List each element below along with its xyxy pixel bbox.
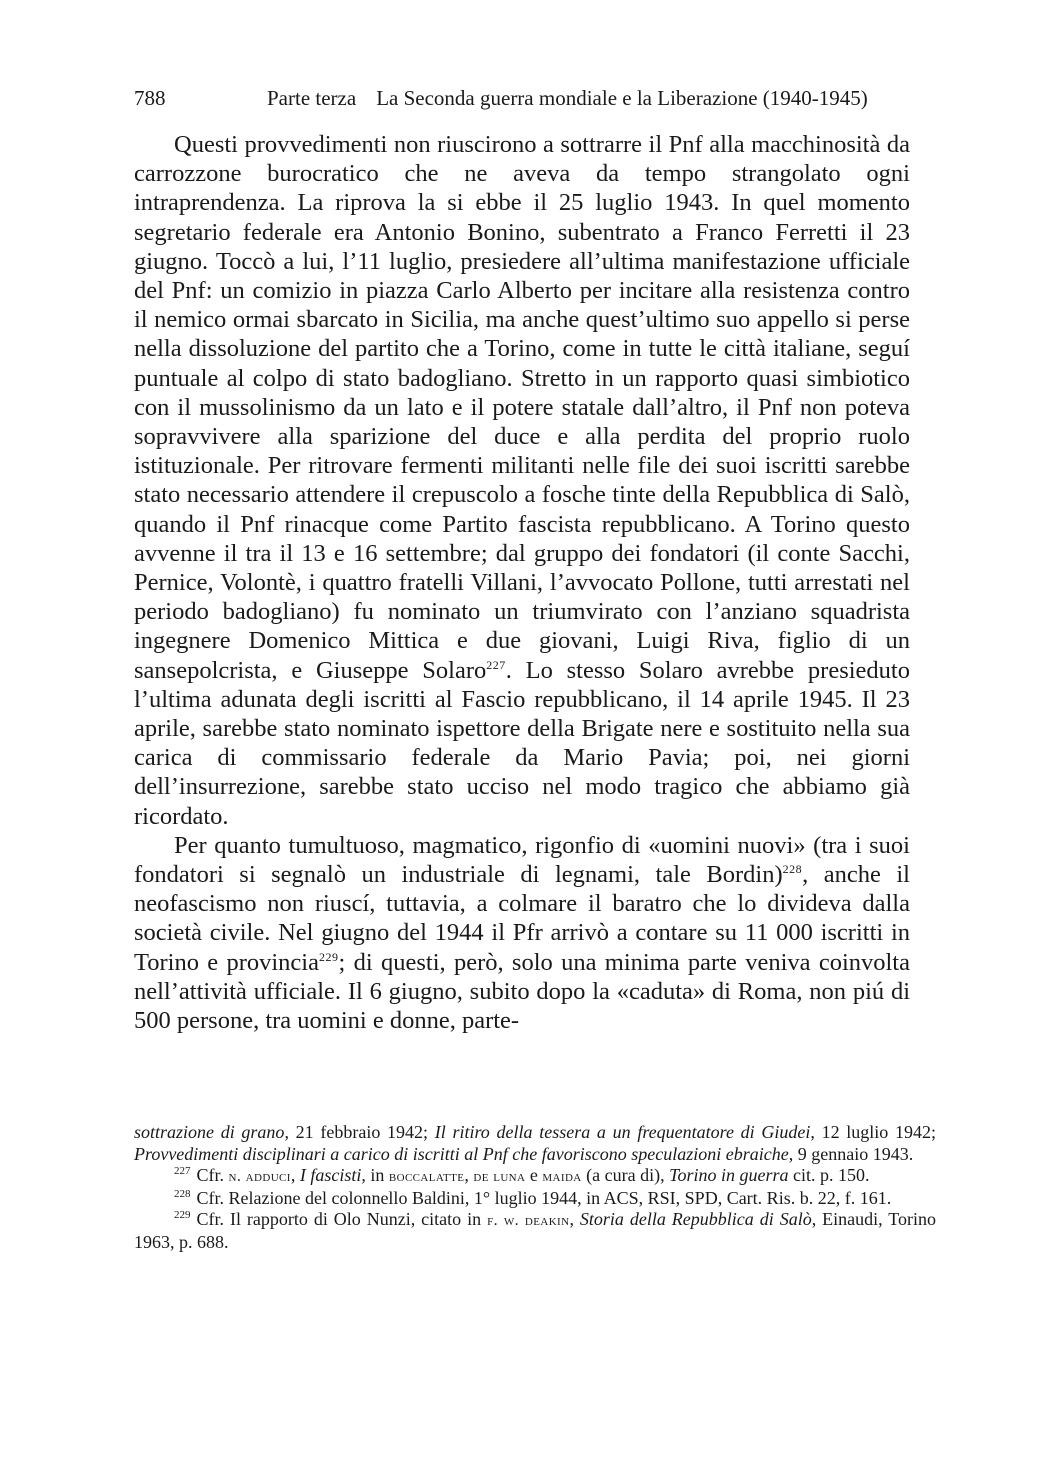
part-label: Parte terza (267, 86, 357, 110)
note-227-author: n. adduci (228, 1168, 291, 1186)
footnote-number-228: 228 (174, 1187, 191, 1200)
paragraph-1-text-b: . Lo stesso Solaro avrebbe presieduto l’ultima adunata degli iscritti al Fascio repubblicano, il 14 aprile 1945. Il 23 aprile, sarebbe stato nominato ispettore della Brigate nere e sostituito nella sua carica di commissario federale da Mario Pavia; poi, nei giorni dell’insurrezione, sarebbe stato ucciso nel modo tragico che abbiamo già ricordato. (134, 656, 910, 830)
footnote-ref-227: 227 (486, 657, 506, 672)
main-text (134, 130, 910, 1035)
note-227-in: , in (361, 1165, 389, 1186)
paragraph-1 (134, 130, 910, 831)
section-title: La Seconda guerra mondiale e la Liberazione (1940-1945) (376, 86, 868, 110)
note-227-end: cit. p. 150. (788, 1165, 870, 1186)
note-229-author: f. w. deakin (487, 1212, 570, 1230)
note-cont-title-1: sottrazione di grano (134, 1122, 285, 1142)
note-227-sep: , (290, 1165, 300, 1186)
footnote-ref-229: 229 (319, 949, 339, 964)
note-227-comma: , (464, 1165, 474, 1186)
paragraph-2-text-c: ; di questi, però, solo una minima parte veniva coinvolta nell’attività ufficiale. Il 6 giugno, subito dopo la «caduta» di Roma, non piú di 500 persone, tra uomini e donne, parte- (134, 948, 910, 1035)
note-cont-text-2: , 12 luglio 1942; (810, 1122, 937, 1142)
footnote-227 (134, 1165, 936, 1188)
note-cont-title-3: Provvedimenti disciplinari a carico di iscritti al Pnf che favoriscono speculazioni ebraiche (134, 1143, 789, 1164)
note-cont-text-3: , 9 gennaio 1943. (788, 1143, 914, 1164)
footnote-number-229: 229 (174, 1209, 191, 1222)
running-header (134, 84, 910, 112)
paragraph-2-text-b: , anche il neofascismo non riuscí, tuttavia, a colmare il baratro che lo divideva dalla società civile. Nel giugno del 1944 il Pfr arrivò a contare su 11 000 iscritti in Torino e provincia (134, 861, 910, 976)
page-number: 788 (134, 86, 166, 110)
note-228-text: Cfr. Relazione del colonnello Baldini, 1° luglio 1944, in ACS, RSI, SPD, Cart. Ris. b. 22, f. 161. (196, 1187, 892, 1208)
note-227-title: I fascisti (299, 1165, 362, 1186)
footnote-229 (134, 1209, 936, 1253)
note-229-text: Cfr. Il rapporto di Olo Nunzi, citato in (196, 1209, 488, 1230)
note-cont-text-1: , 21 febbraio 1942; (284, 1122, 435, 1142)
paragraph-1-text-a: Questi provvedimenti non riuscirono a sottrarre il Pnf alla macchinosità da carrozzone burocratico che ne aveva da tempo strangolato ogni intraprendenza. La riprova la si ebbe il 25 luglio 1943. In quel momento segretario federale era Antonio Bonino, subentrato a Franco Ferretti il 23 giugno. Toccò a lui, l’11 luglio, presiedere all’ultima manifestazione ufficiale del Pnf: un comizio in piazza Carlo Alberto per incitare alla resistenza contro il nemico ormai sbarcato in Sicilia, ma anche quest’ultimo suo appello si perse nella dissoluzione del partito che a Torino, come in tutte le città italiane, seguí puntuale al colpo di stato badogliano. Stretto in un rapporto quasi simbiotico con il mussolinismo da un lato e il potere statale dall’altro, il Pnf non poteva sopravvivere alla sparizione del duce e alla perdita del proprio ruolo istituzionale. Per ritrovare fermenti militanti nelle file dei suoi iscritti sarebbe stato necessario attendere il crepuscolo a fosche tinte della Repubblica di Salò, quando il Pnf rinacque come Partito fascista repubblicano. A Torino questo avvenne il tra il 13 e 16 settembre; dal gruppo dei fondatori (il conte Sacchi, Pernice, Volontè, i quattro fratelli Villani, l’avvocato Pollone, tutti arrestati nel periodo badogliano) fu nominato un triumvirato con l’anziano squadrista ingegnere Domenico Mittica e due giovani, Luigi Riva, figlio di un sansepolcrista, e Giuseppe Solaro (134, 131, 910, 684)
note-227-editor-3: maida (542, 1168, 582, 1186)
footnote-number-227: 227 (174, 1165, 191, 1178)
note-227-and: e (525, 1165, 543, 1186)
note-cont-title-2: Il ritiro della tessera a un frequentatore di Giudei (434, 1122, 811, 1142)
note-227-editor-1: boccalatte (388, 1168, 465, 1186)
paragraph-2 (134, 831, 910, 1035)
note-227-curated: (a cura di), (581, 1165, 670, 1186)
note-227-editor-2: de luna (473, 1168, 526, 1186)
paragraph-2-text-a: Per quanto tumultuoso, magmatico, rigonfio di «uomini nuovi» (tra i suoi fondatori si segnalò un industriale di legnami, tale Bordin) (134, 831, 910, 889)
note-229-book: Storia della Repubblica di Salò (579, 1209, 812, 1230)
footnote-ref-228: 228 (782, 861, 803, 876)
note-229-sep: , (569, 1209, 580, 1230)
note-227-book: Torino in guerra (669, 1165, 789, 1186)
note-227-text: Cfr. (196, 1165, 229, 1186)
footnote-continuation (134, 1122, 936, 1165)
note-229-end: , Einaudi, Torino 1963, p. 688. (134, 1209, 937, 1252)
footnote-228 (134, 1188, 936, 1210)
footnotes (134, 1122, 936, 1254)
